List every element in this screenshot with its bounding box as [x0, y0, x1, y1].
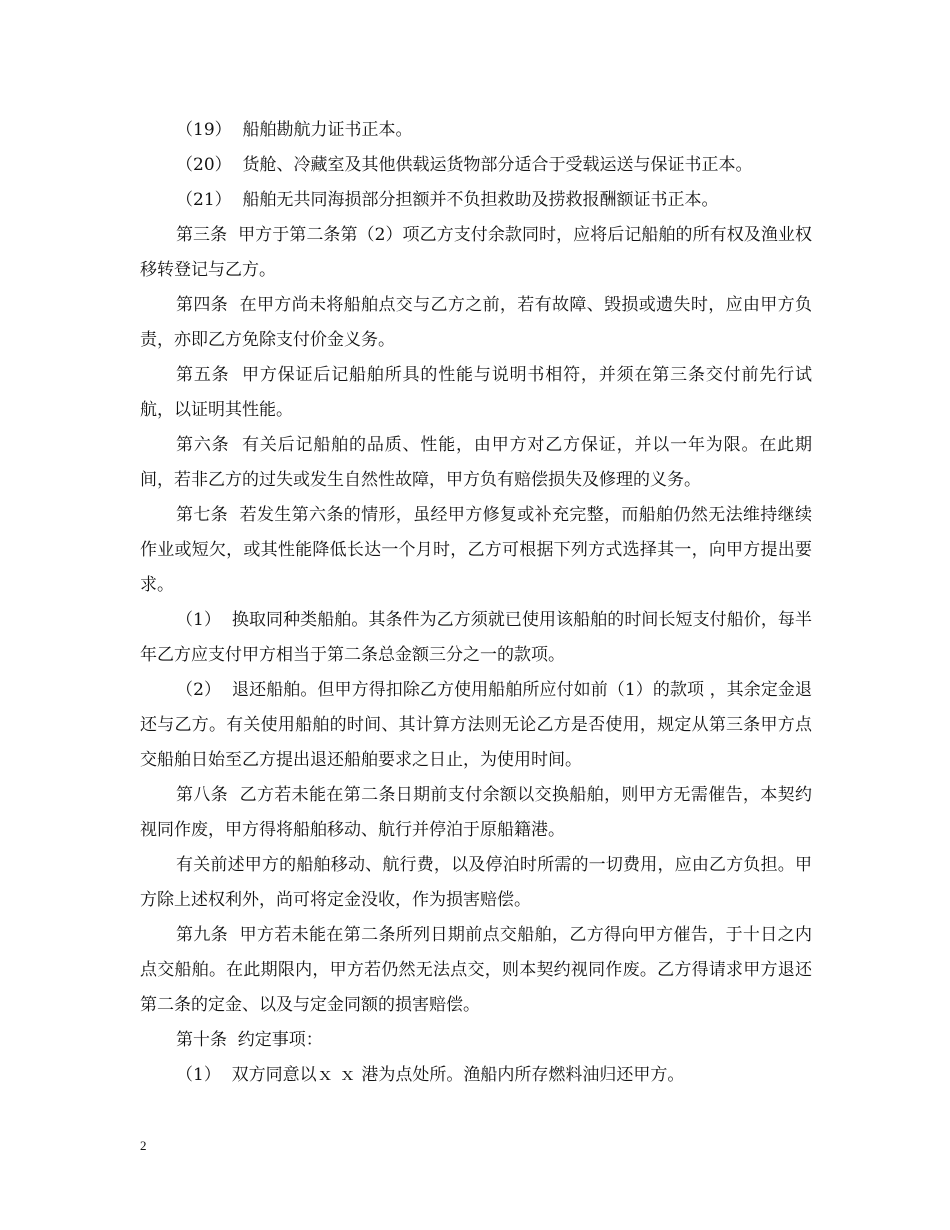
list-item-21: （21） 船舶无共同海损部分担额并不负担救助及捞救报酬额证书正本。: [176, 190, 719, 210]
article-8-continued: 有关前述甲方的船舶移动、航行费，以及停泊时所需的一切费用，应由乙方负担。甲方除上述权利外，尚可将定金没收，作为损害赔偿。: [140, 855, 812, 910]
list-item-19: （19） 船舶勘航力证书正本。: [176, 120, 413, 140]
article-5: 第五条 甲方保证后记船舶所具的性能与说明书相符，并须在第三条交付前先行试航，以证明其性能。: [140, 365, 812, 420]
article-4: 第四条 在甲方尚未将船舶点交与乙方之前，若有故障、毁损或遗失时，应由甲方负责，亦即乙方免除支付价金义务。: [140, 295, 812, 350]
article-7-option-2: （2） 退还船舶。但甲方得扣除乙方使用船舶所应付如前（1）的款项 ，其余定金退还与乙方。有关使用船舶的时间、其计算方法则无论乙方是否使用，规定从第三条甲方点交船舶日始至乙方提出退还船舶要求之日止，为使用时间。: [140, 680, 812, 770]
list-item-20: （20） 货舱、冷藏室及其他供载运货物部分适合于受载运送与保证书正本。: [176, 155, 753, 175]
article-7-option-1: （1） 换取同种类船舶。其条件为乙方须就已使用该船舶的时间长短支付船价，每半年乙方应支付甲方相当于第二条总金额三分之一的款项。: [140, 610, 812, 665]
article-8: 第八条 乙方若未能在第二条日期前支付余额以交换船舶，则甲方无需催告，本契约视同作废，甲方得将船舶移动、航行并停泊于原船籍港。: [140, 785, 812, 840]
document-body: [140, 113, 812, 1093]
article-10-item-1: （1） 双方同意以ｘ ｘ 港为点处所。渔船内所存燃料油归还甲方。: [176, 1065, 685, 1085]
page-number: 2: [140, 1138, 147, 1153]
article-7: 第七条 若发生第六条的情形，虽经甲方修复或补充完整，而船舶仍然无法维持继续作业或短欠，或其性能降低长达一个月时，乙方可根据下列方式选择其一，向甲方提出要求。: [140, 505, 812, 595]
article-3: 第三条 甲方于第二条第（2）项乙方支付余款同时，应将后记船舶的所有权及渔业权移转登记与乙方。: [140, 225, 812, 280]
article-6: 第六条 有关后记船舶的品质、性能，由甲方对乙方保证，并以一年为限。在此期间，若非乙方的过失或发生自然性故障，甲方负有赔偿损失及修理的义务。: [140, 435, 812, 490]
article-10: 第十条 约定事项：: [176, 1030, 323, 1050]
article-9: 第九条 甲方若未能在第二条所列日期前点交船舶，乙方得向甲方催告，于十日之内点交船舶。在此期限内，甲方若仍然无法点交，则本契约视同作废。乙方得请求甲方退还第二条的定金、以及与定金同额的损害赔偿。: [140, 925, 812, 1015]
